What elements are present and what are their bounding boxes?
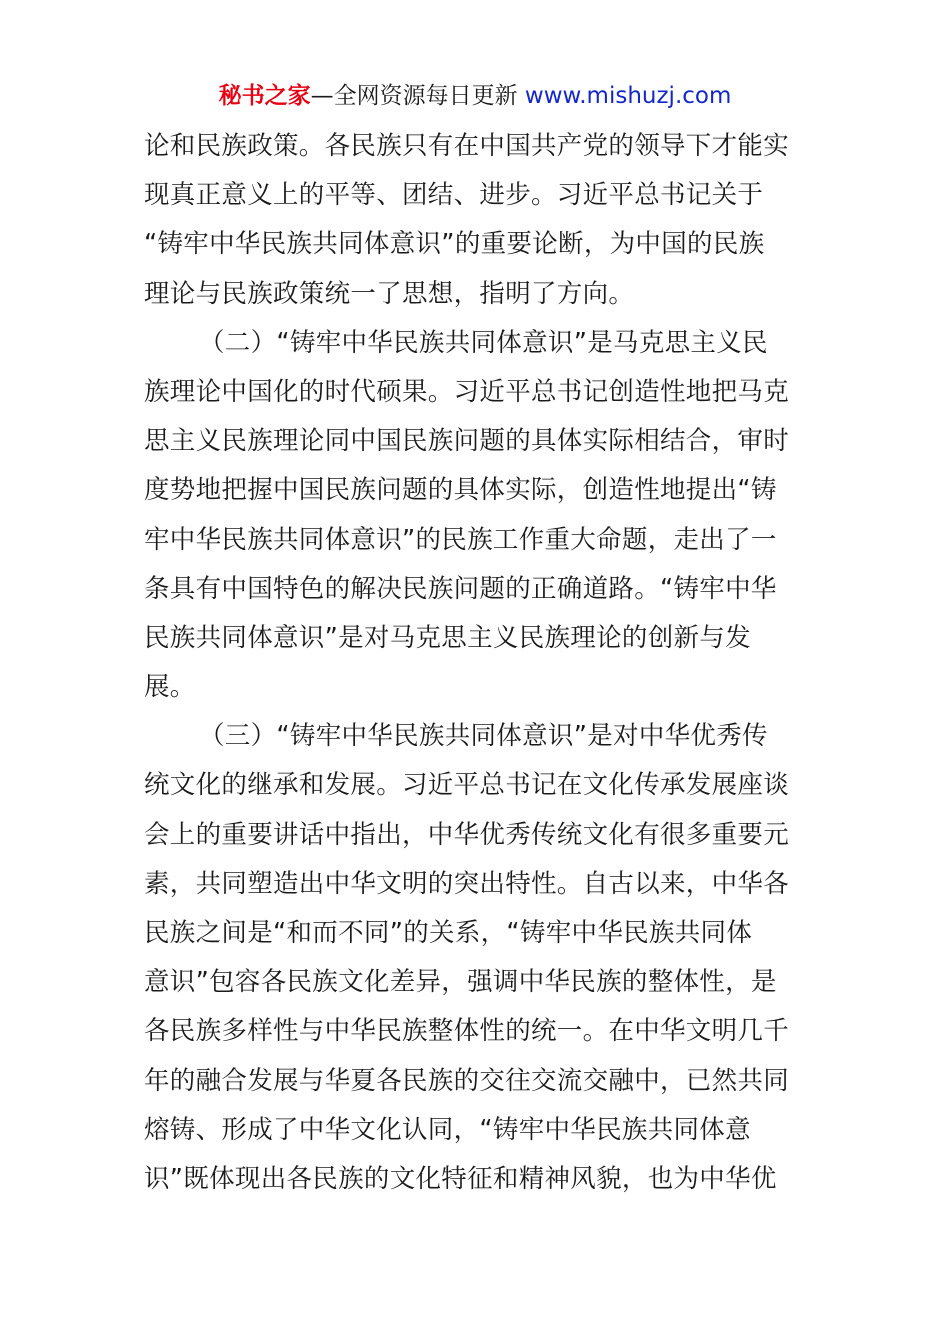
header-tagline: —全网资源每日更新 — [310, 83, 525, 109]
text-line: 识”既体现出各民族的文化特征和精神风貌，也为中华优 — [144, 1163, 777, 1194]
text-line: 意识”包容各民族文化差异，强调中华民族的整体性，是 — [144, 967, 777, 998]
text-line: 条具有中国特色的解决民族问题的正确道路。“铸牢中华 — [144, 573, 777, 604]
text-line: 各民族多样性与中华民族整体性的统一。在中华文明几千 — [144, 1016, 790, 1047]
text-line: 年的融合发展与华夏各民族的交往交流交融中，已然共同 — [144, 1065, 790, 1096]
text-line: 牢中华民族共同体意识”的民族工作重大命题，走出了一 — [144, 524, 777, 555]
text-line: 会上的重要讲话中指出，中华优秀传统文化有很多重要元 — [144, 819, 790, 850]
text-line: 度势地把握中国民族问题的具体实际，创造性地提出“铸 — [144, 475, 777, 506]
text-line: 民族共同体意识”是对马克思主义民族理论的创新与发 — [144, 622, 751, 653]
text-line: 素，共同塑造出中华文明的突出特性。自古以来，中华各 — [144, 868, 790, 899]
text-line: 民族之间是“和而不同”的关系，“铸牢中华民族共同体 — [144, 918, 753, 948]
text-line: “铸牢中华民族共同体意识”的重要论断，为中国的民族 — [144, 229, 765, 260]
text-line: 现真正意义上的平等、团结、进步。习近平总书记关于 — [144, 180, 764, 211]
text-line: 统文化的继承和发展。习近平总书记在文化传承发展座谈 — [144, 770, 790, 801]
text-line: 思主义民族理论同中国民族问题的具体实际相结合，审时 — [144, 426, 790, 457]
text-line: 族理论中国化的时代硕果。习近平总书记创造性地把马克 — [144, 376, 790, 407]
section-heading-2: （二）“铸牢中华民族共同体意识”是马克思主义民 — [199, 327, 768, 358]
brand-name: 秘书之家 — [218, 83, 311, 109]
text-line: 熔铸、形成了中华文化认同，“铸牢中华民族共同体意 — [144, 1114, 751, 1145]
section-heading-3: （三）“铸牢中华民族共同体意识”是对中华优秀传 — [199, 721, 768, 752]
document-body — [144, 122, 808, 1204]
text-line: 理论与民族政策统一了思想，指明了方向。 — [144, 278, 635, 309]
text-line: 展。 — [144, 672, 196, 703]
site-url[interactable]: www.mishuzj.com — [524, 83, 732, 109]
site-header — [0, 80, 950, 112]
text-line: 论和民族政策。各民族只有在中国共产党的领导下才能实 — [144, 131, 790, 161]
